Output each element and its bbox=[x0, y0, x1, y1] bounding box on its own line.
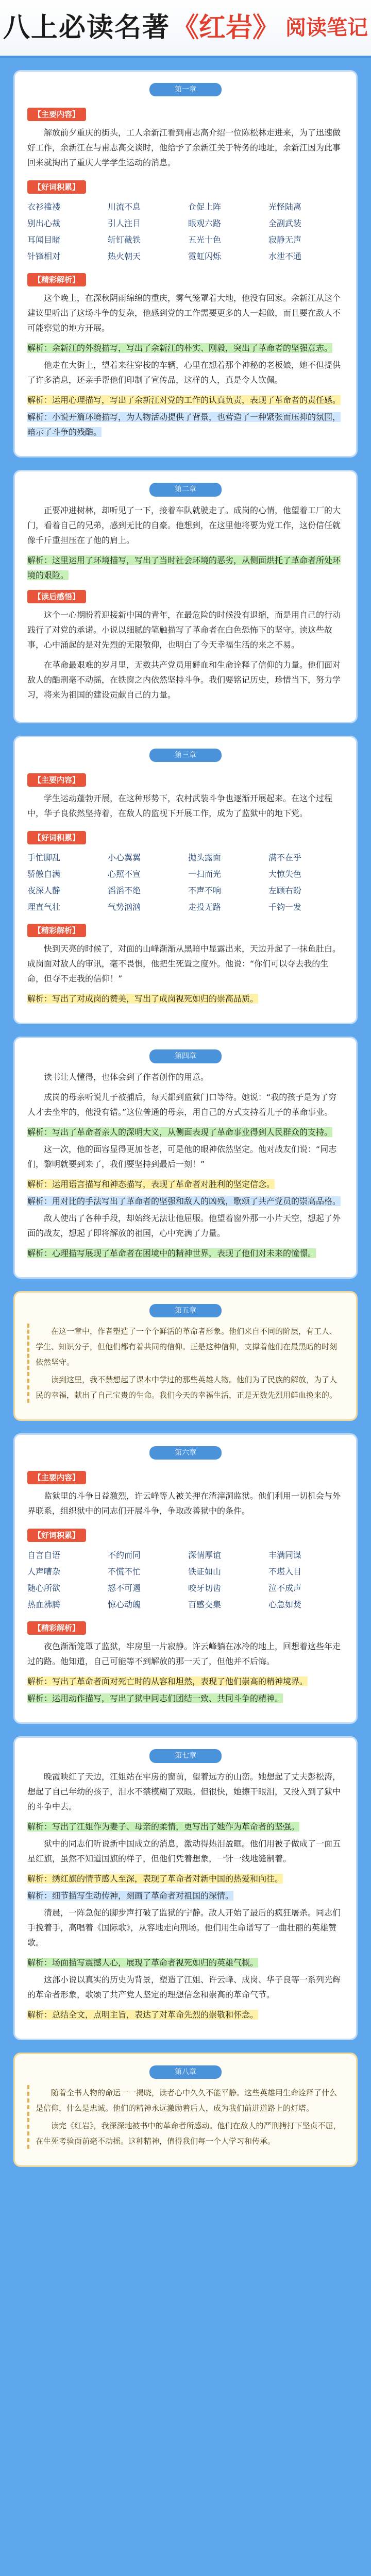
content-area bbox=[0, 70, 371, 2167]
word-grid bbox=[27, 1548, 344, 1612]
highlighted-text: 解析：运用心理描写，写出了余新江对党的工作的认真负责，表现了革命者的责任感。 bbox=[27, 395, 341, 405]
analysis-sentence bbox=[27, 410, 344, 439]
vocab-word: 水泄不通 bbox=[268, 251, 302, 262]
chapter-tag: 第一章 bbox=[149, 83, 222, 96]
title-prefix: 八上必读名著 bbox=[3, 12, 170, 44]
vocab-word: 引人注目 bbox=[108, 218, 141, 229]
section-label: 【主要内容】 bbox=[27, 1471, 86, 1484]
chapter-tag: 第四章 bbox=[149, 1049, 222, 1063]
section-card bbox=[13, 1291, 358, 1421]
section-label: 【好词积累】 bbox=[27, 180, 86, 194]
paragraph: 读书让人懂得，也体会到了作者创作的用意。 bbox=[44, 1072, 209, 1082]
vocab-word: 寂静无声 bbox=[268, 235, 302, 245]
paragraph: 他走在大街上，望着来往穿梭的车辆，心里在想着那个神秘的老板娘，她不但提供了许多消息，还亲手帮他们印制了宣传品，这样的人，真是令人钦佩。 bbox=[27, 360, 341, 385]
vocab-word: 衣衫褴褛 bbox=[27, 202, 61, 212]
highlighted-text: 解析：用对比的手法写出了革命者的坚强和敌人的凶残，歌颂了共产党员的崇高品格。 bbox=[27, 1196, 341, 1206]
chapter-tag: 第三章 bbox=[149, 749, 222, 762]
analysis-sentence bbox=[27, 393, 344, 408]
reading-note: 读完《红岩》，我深深地被书中的革命者所感动。他们在敌人的严刑拷打下坚贞不屈，在生死考验面前毫不动摇。这种精神，值得我们每一个人学习和传承。 bbox=[27, 2118, 344, 2149]
paragraph: 这个晚上，在深秋阴雨绵绵的重庆，雾气笼罩着大地，他没有回家。余新江从这个建议里听出了这场斗争的复杂，他感到党的工作需要更多的人一起做，而且要在敌人不可能察觉的地方开展。 bbox=[27, 293, 341, 333]
analysis-sentence bbox=[27, 1955, 344, 1970]
highlighted-text: 解析：总结全文，点明主旨，表达了对革命先烈的崇敬和怀念。 bbox=[27, 2009, 259, 2020]
vocab-word: 走投无路 bbox=[188, 902, 222, 912]
highlighted-text: 解析：绣红旗的情节感人至深，表现了革命者对新中国的热爱和向往。 bbox=[27, 1873, 283, 1884]
section-card bbox=[13, 70, 358, 457]
highlighted-text: 解析：写出了革命者亲人的深明大义，从侧面表现了革命事业得到人民群众的支持。 bbox=[27, 1127, 333, 1137]
section-label: 【精彩解析】 bbox=[27, 924, 86, 937]
vocab-word: 深情厚谊 bbox=[188, 1550, 222, 1561]
vocab-word: 气势汹汹 bbox=[108, 902, 141, 912]
section-card bbox=[13, 736, 358, 1024]
vocab-word: 丰满同谋 bbox=[268, 1550, 302, 1561]
section-label: 【精彩解析】 bbox=[27, 1621, 86, 1635]
vocab-word: 小心翼翼 bbox=[108, 853, 141, 863]
highlighted-text: 解析：余新江的外貌描写，写出了余新江的朴实、刚毅，突出了革命者的坚强意志。 bbox=[27, 343, 333, 353]
paragraph: 这部小说以真实的历史为背景，塑造了江姐、许云峰、成岗、华子良等一系列光辉的革命者形象，歌颂了共产党人坚定的理想信念和崇高的革命气节。 bbox=[27, 1974, 341, 1999]
section-label-row bbox=[27, 103, 344, 125]
highlighted-text: 解析：细节描写生动传神，刻画了革命者对祖国的深情。 bbox=[27, 1890, 234, 1901]
section-label: 【主要内容】 bbox=[27, 773, 86, 787]
section-label-row bbox=[27, 1523, 344, 1546]
section-label-row bbox=[27, 268, 344, 291]
vocab-word: 手忙脚乱 bbox=[27, 853, 61, 863]
vocab-word: 惊心动魄 bbox=[108, 1600, 141, 1610]
vocab-word: 咬牙切齿 bbox=[188, 1583, 222, 1594]
section-label-row bbox=[27, 768, 344, 791]
vocab-word: 骄傲自满 bbox=[27, 869, 61, 879]
vocab-word: 不堪入目 bbox=[268, 1567, 302, 1577]
analysis-sentence bbox=[27, 991, 344, 1006]
paragraph: 这个一心期盼着迎接新中国的青年，在最危险的时候没有退缩，而是用自己的行动践行了对党的承诺。小说以细腻的笔触描写了革命者在白色恐怖下的坚守。读这些故事，心中涌起的是对先烈的无限敬仰，也明白了今天幸福生活的来之不易。 bbox=[27, 609, 341, 650]
vocab-word: 耳闻目睹 bbox=[27, 235, 61, 245]
section-label: 【好词积累】 bbox=[27, 1529, 86, 1542]
vocab-word: 心照不宣 bbox=[108, 869, 141, 879]
vocab-word: 眼观六路 bbox=[188, 218, 222, 229]
section-label: 【读后感悟】 bbox=[27, 590, 86, 603]
vocab-word: 铁证如山 bbox=[188, 1567, 222, 1577]
section-label: 【精彩解析】 bbox=[27, 273, 86, 286]
section-label-row bbox=[27, 1616, 344, 1639]
analysis-sentence bbox=[27, 1177, 344, 1192]
highlighted-text: 解析：心理描写展现了革命者在困境中的精神世界，表现了他们对未来的憧憬。 bbox=[27, 1248, 316, 1258]
vocab-word: 人声嘈杂 bbox=[27, 1567, 61, 1577]
paragraph: 晚霞映红了天边，江姐站在牢房的窗前，望着远方的山峦。她想起了丈夫彭松涛，想起了自己年幼的孩子，泪水不禁模糊了双眼。但很快，她擦干眼泪，又投入到了狱中的斗争中去。 bbox=[27, 1771, 341, 1811]
vocab-word: 大惊失色 bbox=[268, 869, 302, 879]
section-label-row bbox=[27, 826, 344, 849]
reading-note: 在这一章中，作者塑造了一个个鲜活的革命者形象。他们来自不同的阶层，有工人、学生、知识分子，但他们都有着共同的信仰。正是这种信仰，支撑着他们在最黑暗的时刻依然坚守。 bbox=[27, 1324, 344, 1370]
section-card bbox=[13, 2053, 358, 2167]
word-grid bbox=[27, 851, 344, 914]
vocab-word: 滔滔不绝 bbox=[108, 886, 141, 896]
vocab-word: 不约而同 bbox=[108, 1550, 141, 1561]
title-book-name: 《红岩》 bbox=[172, 12, 280, 44]
paragraph: 狱中的同志们听说新中国成立的消息，激动得热泪盈眶。他们用被子做成了一面五星红旗，虽然不知道国旗的样子，但他们凭着想象，一针一线地缝制着。 bbox=[27, 1838, 341, 1863]
section-card bbox=[13, 1037, 358, 1278]
highlighted-text: 解析：这里运用了环境描写，写出了当时社会环境的恶劣，从侧面烘托了革命者所处环境的艰险。 bbox=[27, 555, 341, 580]
title-suffix: 阅读笔记 bbox=[285, 15, 368, 40]
paragraph: 学生运动蓬勃开展，在这种形势下，农村武装斗争也逐渐开展起来。在这个过程中，华子良依然坚持着，在敌人的监视下开展工作，成为了监狱中的地下党。 bbox=[27, 793, 333, 819]
paragraph: 快到天亮的时候了，对面的山峰渐渐从黑暗中显露出来，天边升起了一抹鱼肚白。成岗面对敌人的审讯，毫不畏惧，他把生死置之度外。他说：“你们可以夺去我的生命，但夺不走我的信仰！” bbox=[27, 944, 341, 984]
paragraph: 敌人使出了各种手段，却始终无法让他屈服。他望着窗外那一小片天空，想起了外面的战友，想起了即将解放的祖国，心中充满了力量。 bbox=[27, 1213, 341, 1238]
vocab-word: 仓促上阵 bbox=[188, 202, 222, 212]
analysis-sentence bbox=[27, 1871, 344, 1886]
paragraph: 解放前夕重庆的街头，工人余新江看到甫志高介绍一位陈松林走进来，为了迅速做好工作，余新江在与甫志高交谈时，他给予了余新江关于特务的地址，余新江因为此事回来就掏出了重庆大学学生运动的消息。 bbox=[27, 128, 341, 168]
paragraph: 监狱里的斗争日益激烈，许云峰等人被关押在渣滓洞监狱。他们利用一切机会与外界联系，组织狱中的同志们开展斗争，争取改善狱中的条件。 bbox=[27, 1491, 341, 1516]
paragraph: 清晨，一阵急促的脚步声打破了监狱的宁静。敌人开始了最后的疯狂屠杀。同志们手挽着手，高唱着《国际歌》，从容地走向刑场。他们用生命谱写了一曲壮丽的英雄赞歌。 bbox=[27, 1907, 341, 1947]
vocab-word: 热血沸腾 bbox=[27, 1600, 61, 1610]
analysis-sentence bbox=[27, 1125, 344, 1140]
paragraph: 这一次，他的面容显得更加苍老，可是他的眼神依然坚定。他对战友们说：“同志们，黎明就要到来了，我们要坚持到最后一刻！” bbox=[27, 1144, 337, 1169]
analysis-sentence bbox=[27, 1888, 344, 1903]
chapter-tag: 第五章 bbox=[149, 1304, 222, 1317]
section-card bbox=[13, 1433, 358, 1724]
vocab-word: 不慌不忙 bbox=[108, 1567, 141, 1577]
paragraph: 成岗的母亲听说儿子被捕后，每天都到监狱门口等待。她说：“我的孩子是为了穷人才去坐牢的，他没有错。”这位普通的母亲，用自己的方式支持着儿子的革命事业。 bbox=[27, 1092, 337, 1117]
vocab-word: 五光十色 bbox=[188, 235, 222, 245]
analysis-sentence bbox=[27, 1691, 344, 1706]
paragraph: 在革命最艰难的岁月里，无数共产党员用鲜血和生命诠释了信仰的力量。他们面对敌人的酷刑毫不动摇，在铁窗之内依然坚持斗争。我们要铭记历史，珍惜当下，努力学习，将来为祖国的建设贡献自己的力量。 bbox=[27, 659, 341, 700]
analysis-sentence bbox=[27, 341, 344, 355]
analysis-sentence bbox=[27, 1819, 344, 1834]
vocab-word: 左顾右盼 bbox=[268, 886, 302, 896]
vocab-word: 不声不响 bbox=[188, 886, 222, 896]
vocab-word: 百感交集 bbox=[188, 1600, 222, 1610]
section-card bbox=[13, 470, 358, 723]
paragraph: 正要冲进树林，却听见了一下，接着车队就驶走了。成岗的心情，他望着工厂的大门，看着自己的兄弟，感到无比的自豪。他想到，在这里他将要为党工作，这份信任就像千斤重担压在了他的肩上。 bbox=[27, 505, 341, 545]
vocab-word: 光怪陆离 bbox=[268, 202, 302, 212]
reading-note: 读到这里，我不禁想起了课本中学过的那些英雄人物。他们为了民族的解放，为了人民的幸福，献出了自己宝贵的生命。我们今天的幸福生活，正是无数先烈用鲜血换来的。 bbox=[27, 1372, 344, 1403]
section-label: 【好词积累】 bbox=[27, 831, 86, 844]
page-header bbox=[0, 0, 371, 58]
section-label: 【主要内容】 bbox=[27, 108, 86, 121]
section-label-row bbox=[27, 175, 344, 198]
vocab-word: 满不在乎 bbox=[268, 853, 302, 863]
chapter-tag: 第八章 bbox=[149, 2065, 222, 2079]
section-label-row bbox=[27, 919, 344, 941]
vocab-word: 心急如焚 bbox=[268, 1600, 302, 1610]
chapter-tag: 第二章 bbox=[149, 483, 222, 496]
analysis-sentence bbox=[27, 2007, 344, 2022]
vocab-word: 夜深人静 bbox=[27, 886, 61, 896]
vocab-word: 全副武装 bbox=[268, 218, 302, 229]
highlighted-text: 解析：写出了江姐作为妻子、母亲的柔情，更写出了她作为革命者的坚强。 bbox=[27, 1821, 300, 1832]
highlighted-text: 解析：写出了对成岗的赞美，写出了成岗视死如归的崇高品质。 bbox=[27, 994, 259, 1004]
highlighted-text: 解析：写出了革命者面对死亡时的从容和坦然，表现了他们崇高的精神境界。 bbox=[27, 1676, 308, 1687]
section-label-row bbox=[27, 585, 344, 607]
vocab-word: 川流不息 bbox=[108, 202, 141, 212]
section-card bbox=[13, 1736, 358, 2040]
chapter-tag: 第七章 bbox=[149, 1749, 222, 1762]
highlighted-text: 解析：小说开篇环境描写，为人物活动提供了背景，也营造了一种紧张而压抑的氛围，暗示了斗争的残酷。 bbox=[27, 412, 341, 437]
vocab-word: 怒不可遏 bbox=[108, 1583, 141, 1594]
vocab-word: 霓虹闪烁 bbox=[188, 251, 222, 262]
analysis-sentence bbox=[27, 1194, 344, 1209]
vocab-word: 随心所欲 bbox=[27, 1583, 61, 1594]
reading-note: 随着全书人物的命运一一揭晓，读者心中久久不能平静。这些英雄用生命诠释了什么是信仰，什么是忠诚。他们的精神永远激励着后人，成为我们前进道路上的灯塔。 bbox=[27, 2085, 344, 2116]
analysis-sentence bbox=[27, 1674, 344, 1689]
vocab-word: 斩钉截铁 bbox=[108, 235, 141, 245]
vocab-word: 理直气壮 bbox=[27, 902, 61, 912]
paragraph: 夜色渐渐笼罩了监狱，牢房里一片寂静。许云峰躺在冰冷的地上，回想着这些年走过的路。他知道，自己可能等不到解放的那一天了，但他并不后悔。 bbox=[27, 1641, 341, 1667]
vocab-word: 一扫而光 bbox=[188, 869, 222, 879]
vocab-word: 别出心裁 bbox=[27, 218, 61, 229]
vocab-word: 泣不成声 bbox=[268, 1583, 302, 1594]
word-grid bbox=[27, 200, 344, 264]
vocab-word: 自言自语 bbox=[27, 1550, 61, 1561]
chapter-tag: 第六章 bbox=[149, 1446, 222, 1460]
analysis-sentence bbox=[27, 1246, 344, 1261]
vocab-word: 抛头露面 bbox=[188, 853, 222, 863]
analysis-sentence bbox=[27, 553, 344, 583]
vocab-word: 针锋相对 bbox=[27, 251, 61, 262]
highlighted-text: 解析：运用语言描写和神态描写，表现了革命者对胜利的坚定信念。 bbox=[27, 1179, 275, 1189]
section-label-row bbox=[27, 1466, 344, 1488]
vocab-word: 热火朝天 bbox=[108, 251, 141, 262]
highlighted-text: 解析：场面描写震撼人心，展现了革命者视死如归的英雄气概。 bbox=[27, 1957, 259, 1968]
highlighted-text: 解析：运用动作描写，写出了狱中同志们团结一致、共同斗争的精神。 bbox=[27, 1693, 283, 1704]
vocab-word: 千钧一发 bbox=[268, 902, 302, 912]
